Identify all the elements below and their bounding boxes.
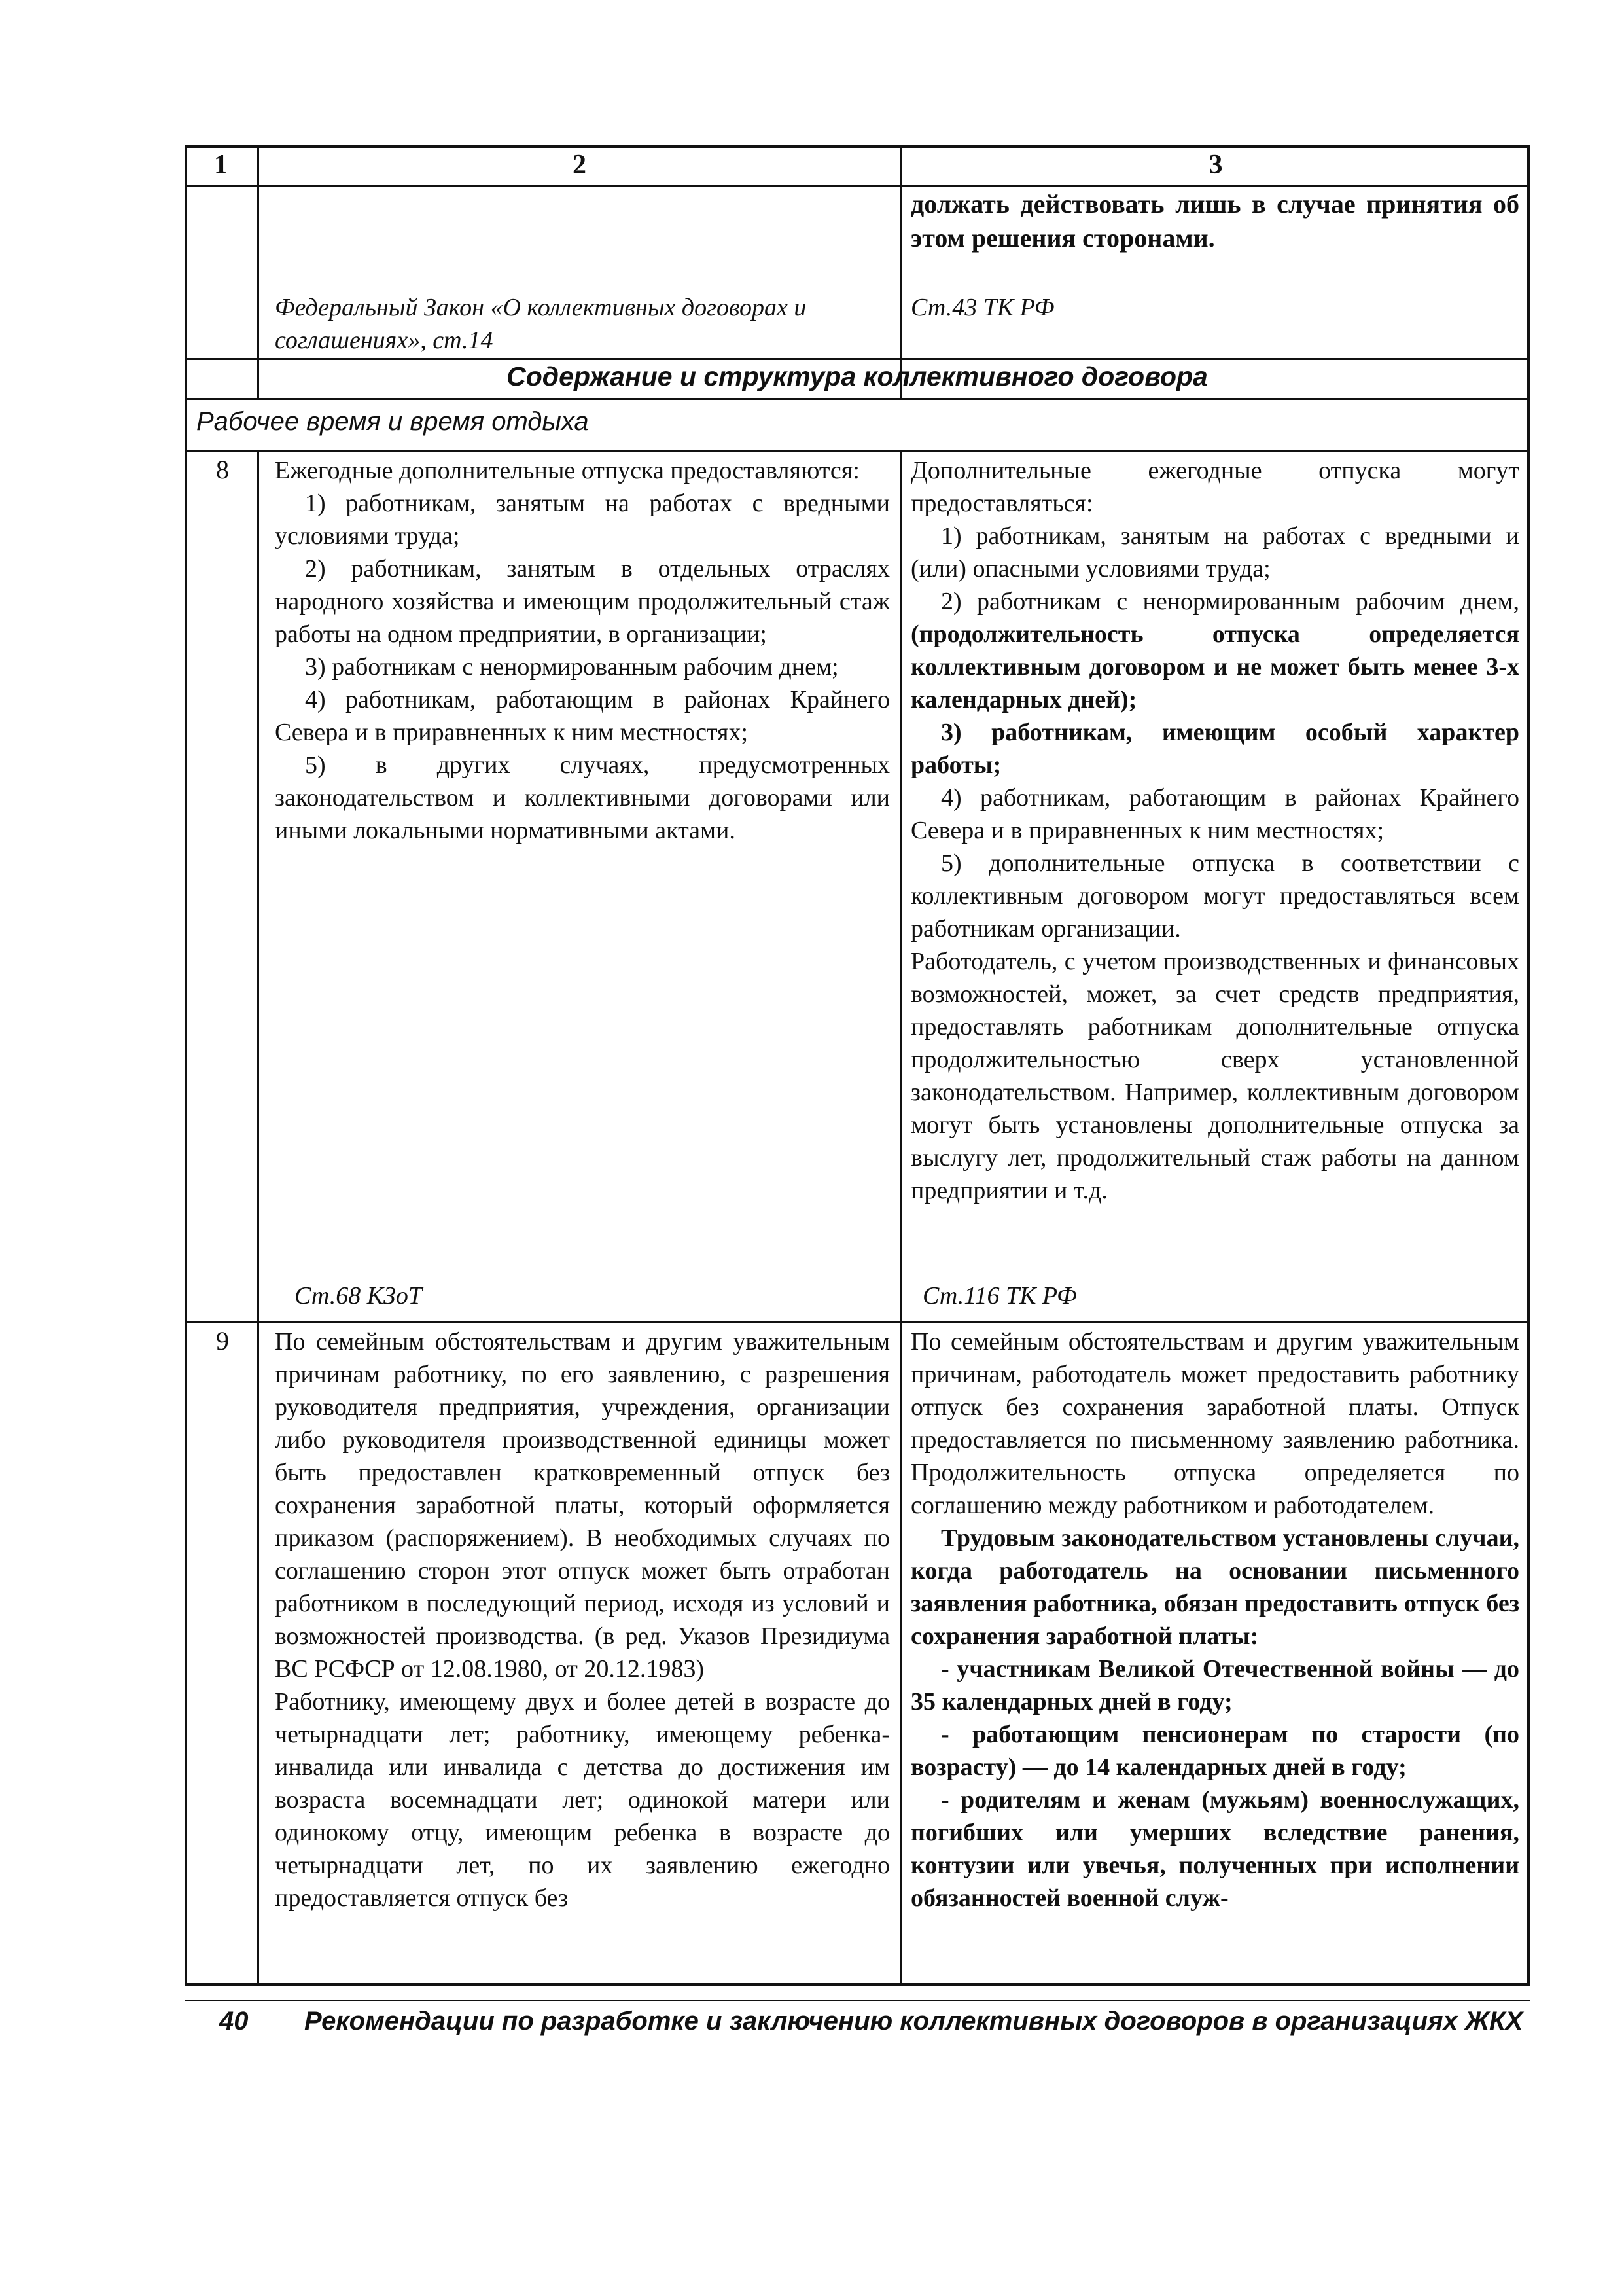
footer-rule (185, 2000, 1530, 2001)
header-col-2: 2 (573, 150, 586, 180)
section-bottom (185, 398, 1530, 400)
row8-col3-ref: Ст.116 ТК РФ (923, 1282, 1077, 1310)
row8-col2 (275, 454, 890, 847)
row9-number: 9 (216, 1326, 229, 1355)
row-cont-col3-text: должать действовать лишь в случае принятия об этом решения сторонами. (911, 189, 1519, 253)
row9-col3-paragraph-2: Трудовым законодательством установлены случаи, когда работодатель на основании письменного заявления работника, обязан предоставить отпуск без сохранения заработной платы: (911, 1524, 1519, 1650)
row-cont-col3-ref: Ст.43 ТК РФ (911, 294, 1055, 321)
col-divider-1b (257, 452, 259, 1986)
row8-col2-item-1: 1) работникам, занятым на работах с вредными условиями труда; (275, 490, 890, 550)
row8-col3-item-2 (911, 585, 1519, 716)
row8-col3-intro: Дополнительные ежегодные отпуска могут предоставляться: (911, 457, 1519, 517)
row8-col3-item-2-bold: (продолжительность отпуска определяется коллективным договором и не может быть менее 3-х календарных дней); (911, 620, 1519, 713)
row-cont-bottom (185, 358, 1530, 360)
subsection-title: Рабочее время и время отдыха (196, 407, 589, 436)
row9-col3 (911, 1325, 1519, 1914)
row9-col2-paragraph-2: Работнику, имеющему двух и более детей в возрасте до четырнадцати лет; работнику, имеющему ребенка-инвалида или инвалида с детства до достижения им возраста восемнадцати лет; одинокой матери или одинокому отцу, имеющим ребенка в возрасте до четырнадцати лет, по их заявлению ежегодно предоставляется отпуск без (275, 1688, 890, 1912)
row9-col2 (275, 1325, 890, 1914)
row8-col2-item-4: 4) работникам, работающим в районах Крайнего Севера и в приравненных к ним местностях; (275, 686, 890, 746)
row8-col3-item-3: 3) работникам, имеющим особый характер работы; (911, 719, 1519, 779)
subsection-bottom (185, 450, 1530, 452)
row9-col2-paragraph-1: По семейным обстоятельствам и другим уважительным причинам работнику, по его заявлению, с разрешения руководителя предприятия, учреждения, организации либо руководителя производственной единицы может быть предоставлен кратковременный отпуск без сохранения заработной платы, который оформляется приказом (распоряжением). В необходимых случаях по соглашению сторон этот отпуск может быть отработан работником в последующий период, исходя из условий и возможностей производства. (в ред. Указов Президиума ВС РСФСР от 12.08.1980, от 20.12.1983) (275, 1328, 890, 1683)
header-col-1: 1 (214, 150, 228, 180)
page-number: 40 (219, 2007, 249, 2036)
row9-col3-item-3: - родителям и женам (мужьям) военнослужащих, погибших или умерших вследствие ранения, контузии или увечья, полученных при исполнении обязанностей военной служ- (911, 1786, 1519, 1912)
row8-col2-ref: Ст.68 КЗоТ (294, 1282, 422, 1310)
row8-col3-item-5: 5) дополнительные отпуска в соответствии с коллективным договором могут предоставляться всем работникам организации. (911, 850, 1519, 942)
row8-col3-item-1: 1) работникам, занятым на работах с вредными и (или) опасными условиями труда; (911, 522, 1519, 583)
header-col-3: 3 (1209, 150, 1223, 180)
row8-col3-employer-paragraph: Работодатель, с учетом производственных и финансовых возможностей, может, за счет средств предприятия, предоставлять работникам дополнительные отпуска продолжительностью сверх установленной законодательством. Например, коллективным договором могут быть установлены дополнительные отпуска за выслугу лет, продолжительный стаж работы на данном предприятии и т.д. (911, 948, 1519, 1204)
col-divider-2b (900, 452, 902, 1986)
col-divider-1 (257, 145, 259, 398)
col-divider-2 (900, 145, 902, 398)
row8-col2-item-5: 5) в других случаях, предусмотренных законодательством и коллективными договорами или иными локальными нормативными актами. (275, 751, 890, 844)
row8-col3-item-4: 4) работникам, работающим в районах Крайнего Севера и в приравненных к ним местностях; (911, 784, 1519, 844)
row8-col3 (911, 454, 1519, 1207)
row9-col3-item-2: - работающим пенсионерам по старости (по возрасту) — до 14 календарных дней в году; (911, 1721, 1519, 1781)
row8-col3-item-2-plain: 2) работникам с ненормированным рабочим днем, (941, 588, 1519, 615)
row8-col2-item-3: 3) работникам с ненормированным рабочим днем; (305, 653, 839, 681)
row8-number: 8 (216, 455, 229, 484)
row9-col3-paragraph-1: По семейным обстоятельствам и другим уважительным причинам, работодатель может предоставить работнику отпуск без сохранения заработной платы. Отпуск предоставляется по письменному заявлению работника. Продолжительность отпуска определяется по соглашению между работником и работодателем. (911, 1328, 1519, 1519)
row8-bottom (185, 1321, 1530, 1323)
row9-col3-item-1: - участникам Великой Отечественной войны — до 35 календарных дней в году; (911, 1655, 1519, 1715)
row8-col2-item-2: 2) работникам, занятым в отдельных отраслях народного хозяйства и имеющим продолжительный стаж работы на одном предприятии, в организации; (275, 555, 890, 648)
row8-col2-intro: Ежегодные дополнительные отпуска предоставляются: (275, 457, 860, 484)
row-cont-col2-ref: Федеральный Закон «О коллективных договорах и соглашениях», ст.14 (275, 294, 807, 354)
footer-title: Рекомендации по разработке и заключению коллективных договоров в организациях ЖКХ (304, 2007, 1523, 2036)
section-title: Содержание и структура коллективного договора (506, 361, 1208, 391)
header-underline (185, 185, 1530, 187)
